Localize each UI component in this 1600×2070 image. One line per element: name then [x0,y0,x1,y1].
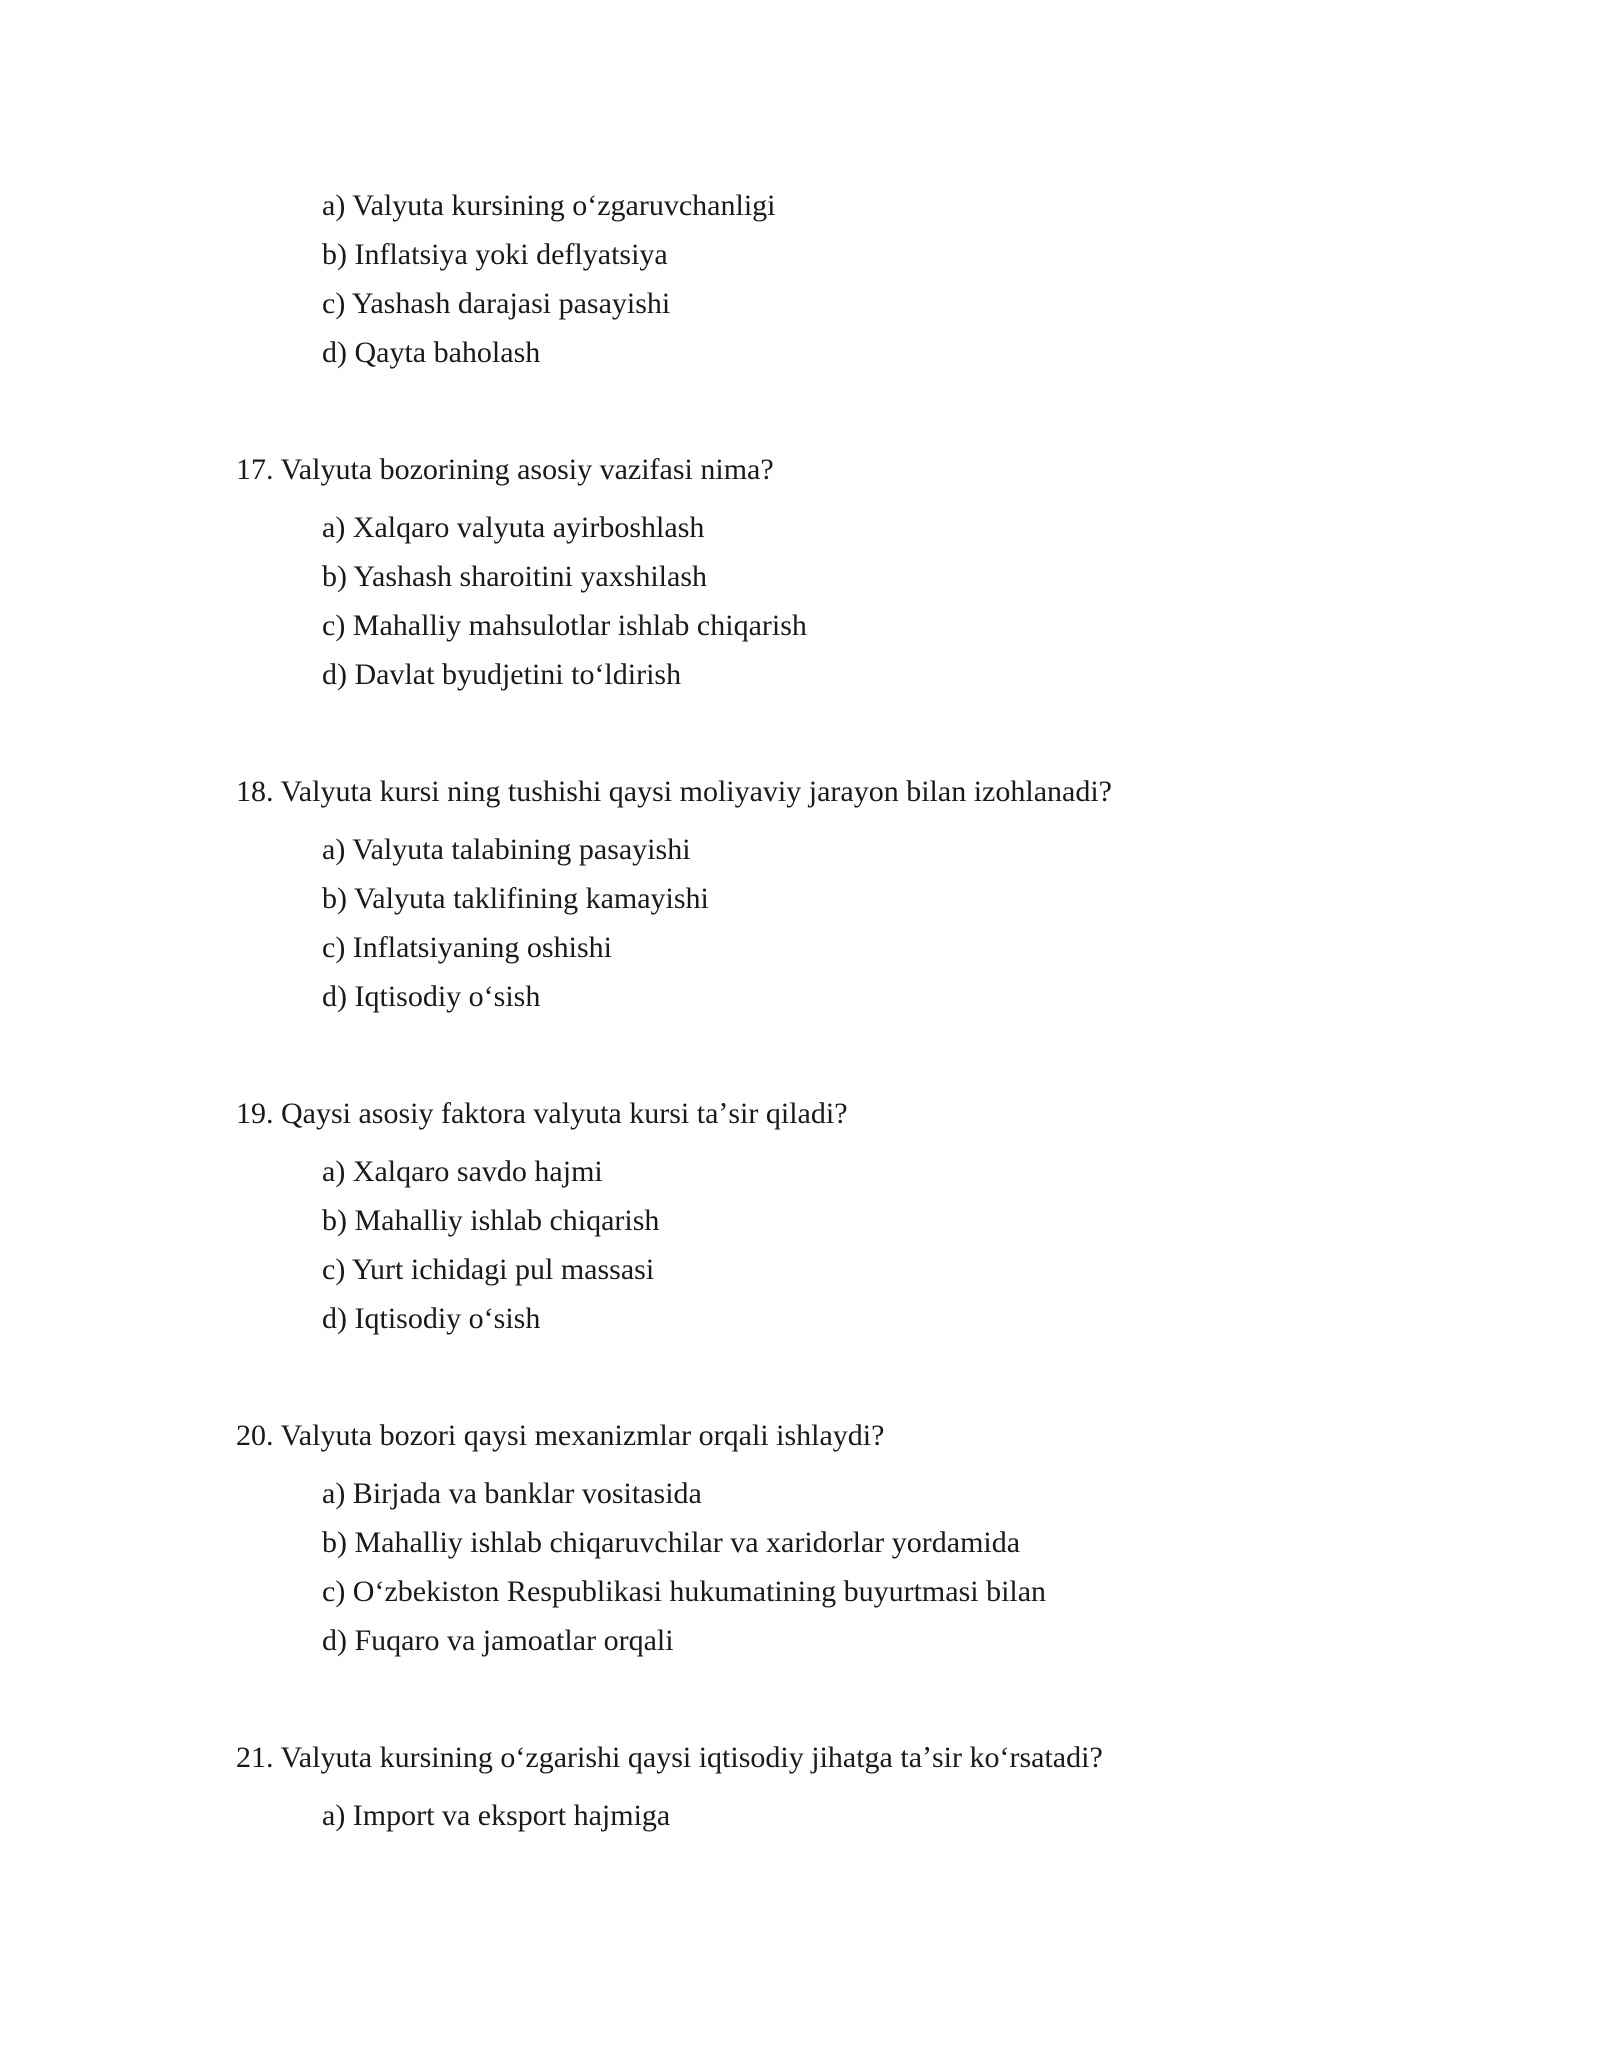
option-line: b) Mahalliy ishlab chiqaruvchilar va xaridorlar yordamida [322,1526,1021,1559]
option-line: c) Yashash darajasi pasayishi [322,287,671,320]
option-line: d) Davlat byudjetini toʻldirish [322,658,682,691]
question-text: 19. Qaysi asosiy faktora valyuta kursi taʼsir qiladi? [236,1097,848,1130]
option-line: c) Yurt ichidagi pul massasi [322,1253,655,1286]
option-line: b) Inflatsiya yoki deflyatsiya [322,238,668,271]
question-text: 18. Valyuta kursi ning tushishi qaysi moliyaviy jarayon bilan izohlanadi? [236,775,1112,808]
question-text: 20. Valyuta bozori qaysi mexanizmlar orqali ishlaydi? [236,1419,885,1452]
option-line: a) Valyuta kursining oʻzgaruvchanligi [322,189,776,222]
option-line: c) Inflatsiyaning oshishi [322,931,612,964]
option-line: d) Fuqaro va jamoatlar orqali [322,1624,674,1657]
option-line: c) Oʻzbekiston Respublikasi hukumatining buyurtmasi bilan [322,1575,1047,1608]
option-line: b) Valyuta taklifining kamayishi [322,882,709,915]
option-line: a) Xalqaro valyuta ayirboshlash [322,511,705,544]
question-text: 17. Valyuta bozorining asosiy vazifasi nima? [236,453,774,486]
option-line: b) Yashash sharoitini yaxshilash [322,560,707,593]
option-line: b) Mahalliy ishlab chiqarish [322,1204,660,1237]
option-line: d) Iqtisodiy oʻsish [322,980,541,1013]
option-line: d) Iqtisodiy oʻsish [322,1302,541,1335]
option-line: a) Xalqaro savdo hajmi [322,1155,603,1188]
option-line: d) Qayta baholash [322,336,541,369]
option-line: a) Valyuta talabining pasayishi [322,833,691,866]
option-line: a) Birjada va banklar vositasida [322,1477,702,1510]
option-line: a) Import va eksport hajmiga [322,1799,671,1832]
option-line: c) Mahalliy mahsulotlar ishlab chiqarish [322,609,807,642]
question-text: 21. Valyuta kursining oʻzgarishi qaysi iqtisodiy jihatga taʼsir koʻrsatadi? [236,1741,1103,1774]
